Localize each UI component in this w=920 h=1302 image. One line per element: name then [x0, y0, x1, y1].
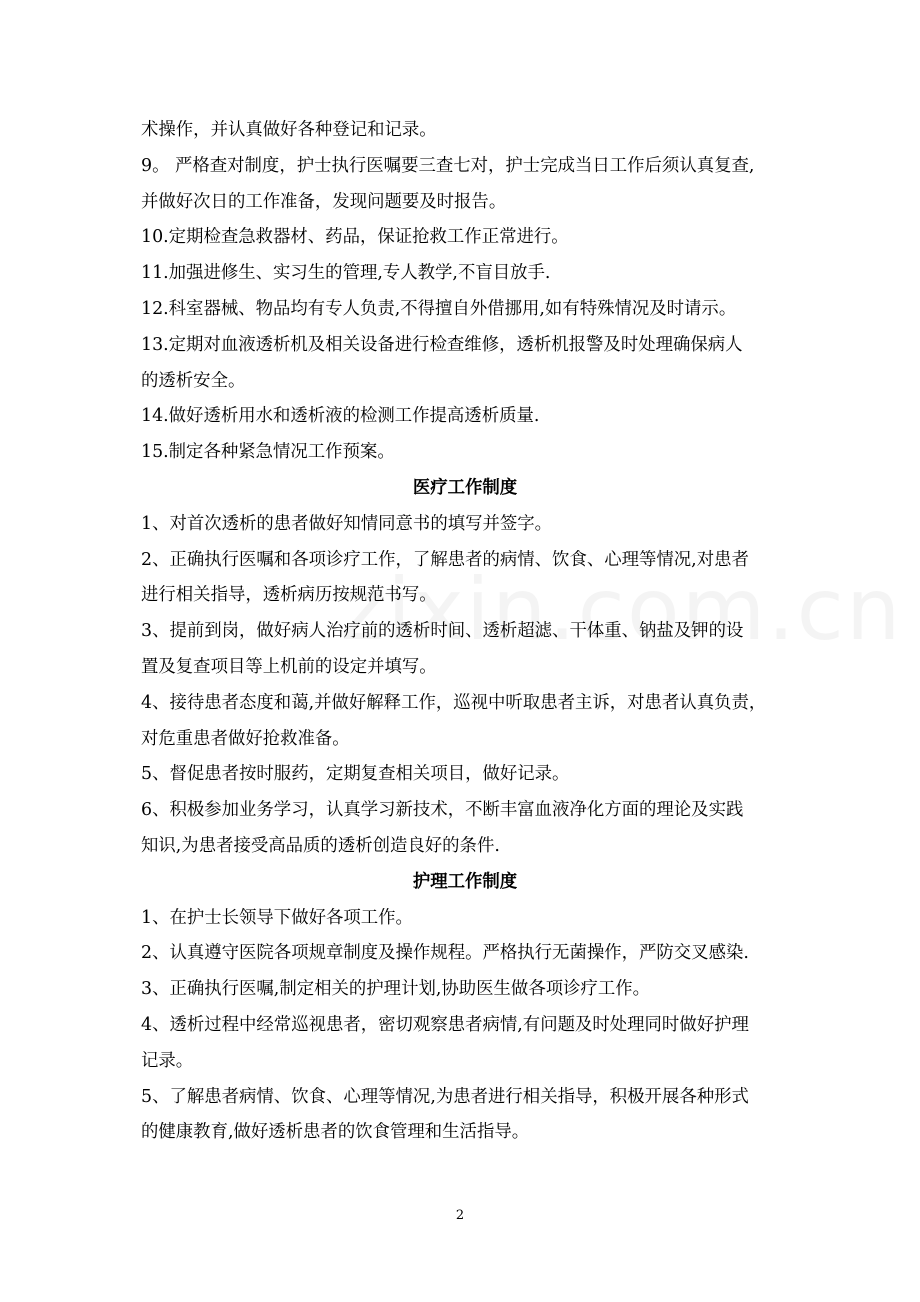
paragraph-line: 记录。 — [141, 1050, 194, 1071]
paragraph-line: 3、正确执行医嘱,制定相关的护理计划,协助医生做各项诊疗工作。 — [141, 979, 651, 1000]
paragraph-line: 5、督促患者按时服药，定期复查相关项目，做好记录。 — [141, 764, 570, 785]
paragraph-line: 1、对首次透析的患者做好知情同意书的填写并签字。 — [141, 513, 553, 534]
paragraph-line: 6、积极参加业务学习，认真学习新技术，不断丰富血液净化方面的理论及实践 — [141, 800, 744, 821]
paragraph-line: 2、认真遵守医院各项规章制度及操作规程。严格执行无菌操作，严防交叉感染. — [141, 943, 749, 964]
paragraph-line: 3、提前到岗，做好病人治疗前的透析时间、透析超滤、干体重、钠盐及钾的设 — [141, 621, 744, 642]
page-number: 2 — [455, 1208, 465, 1223]
paragraph-line: 并做好次日的工作准备，发现问题要及时报告。 — [141, 191, 507, 212]
paragraph-line: 术操作，并认真做好各种登记和记录。 — [141, 120, 437, 140]
paragraph-line: 11.加强进修生、实习生的管理,专人教学,不盲目放手. — [141, 263, 551, 284]
paragraph-line: 对危重患者做好抢救准备。 — [141, 728, 350, 749]
paragraph-line: 1、在护士长领导下做好各项工作。 — [141, 907, 413, 928]
paragraph-line: 的透析安全。 — [141, 370, 246, 391]
section-nursing-rules — [141, 901, 789, 1152]
paragraph-line: 12.科室器械、物品均有专人负责,不得擅自外借挪用,如有特殊情况及时请示。 — [141, 298, 737, 319]
paragraph-line: 13.定期对血液透析机及相关设备进行检查维修，透析机报警及时处理确保病人 — [141, 334, 743, 355]
paragraph-line: 4、接待患者态度和蔼,并做好解释工作，巡视中听取患者主诉，对患者认真负责， — [141, 692, 767, 713]
paragraph-line: 9。 严格查对制度，护士执行医嘱要三查七对，护士完成当日工作后须认真复查, — [141, 155, 755, 176]
paragraph-line: 进行相关指导，透析病历按规范书写。 — [141, 585, 437, 606]
section-continued-rules — [141, 113, 789, 471]
section-heading-medical: 医疗工作制度 — [412, 477, 518, 498]
paragraph-line: 15.制定各种紧急情况工作预案。 — [141, 442, 395, 463]
paragraph-line: 置及复查项目等上机前的设定并填写。 — [141, 656, 437, 677]
paragraph-line: 的健康教育,做好透析患者的饮食管理和生活指导。 — [141, 1122, 530, 1143]
paragraph-line: 5、了解患者病情、饮食、心理等情况,为患者进行相关指导，积极开展各种形式 — [141, 1086, 749, 1107]
section-medical-rules — [141, 507, 789, 865]
document-body — [141, 113, 789, 1151]
paragraph-line: 14.做好透析用水和透析液的检测工作提高透析质量. — [141, 406, 540, 427]
section-heading-nursing: 护理工作制度 — [412, 871, 518, 892]
paragraph-line: 2、正确执行医嘱和各项诊疗工作，了解患者的病情、饮食、心理等情况,对患者 — [141, 549, 749, 570]
paragraph-line: 知识,为患者接受高品质的透析创造良好的条件. — [141, 835, 500, 856]
paragraph-line: 10.定期检查急救器材、药品，保证抢救工作正常进行。 — [141, 227, 569, 248]
paragraph-line: 4、透析过程中经常巡视患者，密切观察患者病情,有问题及时处理同时做好护理 — [141, 1014, 749, 1035]
